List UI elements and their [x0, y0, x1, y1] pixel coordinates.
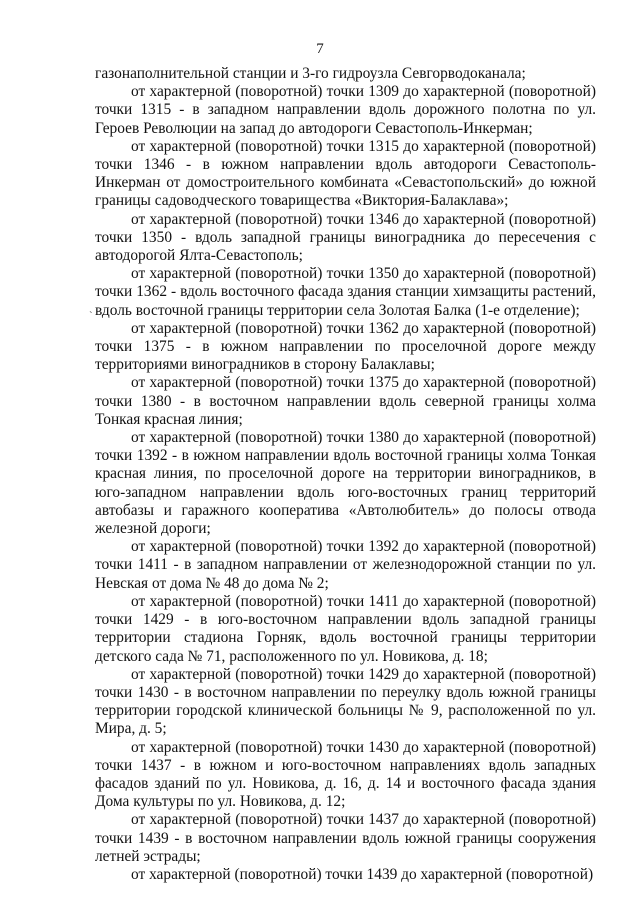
- stray-mark: `: [89, 310, 93, 322]
- paragraph-continuation: газонаполнительной станции и 3-го гидроузла Севгорводоканала;: [95, 65, 526, 82]
- body-text: [95, 65, 596, 884]
- paragraph-segment-1437-1439: от характерной (поворотной) точки 1437 до характерной (поворотной) точки 1439 - в восточном направлении вдоль южной границы сооружения летней эстрады;: [95, 811, 596, 865]
- paragraph-segment-1350-1362: от характерной (поворотной) точки 1350 до характерной (поворотной) точки 1362 - вдоль восточного фасада здания станции химзащиты растений, вдоль восточной границы территории села Золотая Балка (1-е отделение);: [95, 265, 596, 319]
- paragraph-segment-1411-1429: от характерной (поворотной) точки 1411 до характерной (поворотной) точки 1429 - в юго-восточном направлении вдоль западной границы территории стадиона Горняк, вдоль восточной границы территории детского сада № 71, расположенного по ул. Новикова, д. 18;: [95, 592, 596, 665]
- paragraph-segment-1315-1346: от характерной (поворотной) точки 1315 до характерной (поворотной) точки 1346 - в южном направлении вдоль автодороги Севастополь-Инкерман от домостроительного комбината «Севастопольский» до южной границы садоводческого товарищества «Виктория-Балаклава»;: [95, 137, 596, 210]
- paragraph-segment-1380-1392: от характерной (поворотной) точки 1380 до характерной (поворотной) точки 1392 - в южном направлении вдоль восточной границы холма Тонкая красная линия, по проселочной дороге на территории виноградников, в юго-западном направлении вдоль юго-восточных границ территорий автобазы и гаражного кооператива «Автолюбитель» до полосы отвода железной дороги;: [95, 429, 596, 538]
- page-number: 7: [316, 41, 324, 57]
- paragraph-segment-1346-1350: от характерной (поворотной) точки 1346 до характерной (поворотной) точки 1350 - вдоль западной границы виноградника до пересечения с автодорогой Ялта-Севастополь;: [95, 210, 596, 265]
- paragraph-segment-1429-1430: от характерной (поворотной) точки 1429 до характерной (поворотной) точки 1430 - в восточном направлении по переулку вдоль южной границы территории городской клинической больницы № 9, расположенной по ул. Мира, д. 5;: [95, 665, 596, 738]
- paragraph-segment-1362-1375: от характерной (поворотной) точки 1362 до характерной (поворотной) точки 1375 - в южном направлении по проселочной дороге между территориями виноградников в сторону Балаклавы;: [95, 319, 596, 374]
- paragraph-segment-1439-cont: от характерной (поворотной) точки 1439 до характерной (поворотной): [131, 865, 594, 883]
- paragraph-segment-1309-1315: от характерной (поворотной) точки 1309 до характерной (поворотной) точки 1315 - в западном направлении вдоль дорожного полотна по ул. Героев Революции на запад до автодороги Севастополь-Инкерман;: [95, 83, 596, 137]
- paragraph-segment-1375-1380: от характерной (поворотной) точки 1375 до характерной (поворотной) точки 1380 - в восточном направлении вдоль северной границы холма Тонкая красная линия;: [95, 374, 596, 428]
- paragraph-segment-1430-1437: от характерной (поворотной) точки 1430 до характерной (поворотной) точки 1437 - в южном и юго-восточном направлениях вдоль западных фасадов зданий по ул. Новикова, д. 16, д. 14 и восточного фасада здания Дома культуры по ул. Новикова, д. 12;: [95, 738, 596, 811]
- paragraph-segment-1392-1411: от характерной (поворотной) точки 1392 до характерной (поворотной) точки 1411 - в западном направлении от железнодорожной станции по ул. Невская от дома № 48 до дома № 2;: [95, 538, 596, 592]
